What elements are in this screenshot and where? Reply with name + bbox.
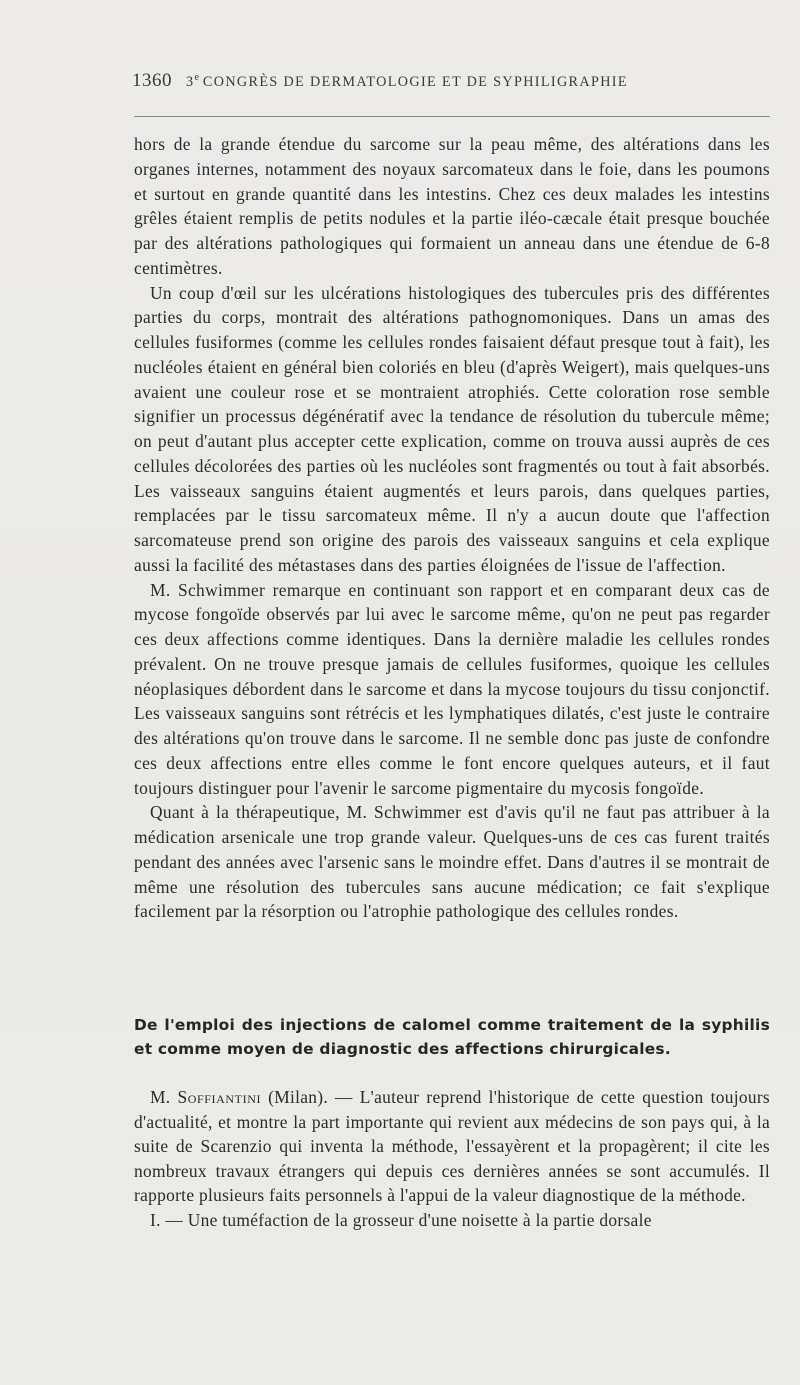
paragraph-histology: Un coup d'œil sur les ulcérations histologiques des tubercules pris des différentes parties du corps, montrait des altérations pathognomoniques. Dans un amas des cellules fusiformes (comme les cellules rondes faisaient défaut presque tout à fait), les nucléoles étaient en général bien coloriés en bleu (d'après Weigert), mais quelques-uns avaient une couleur rose et se montraient atrophiés. Cette coloration rose semble signifier un processus dégénératif avec la tendance de résolution du tubercule même; on peut d'autant plus accepter cette explication, comme on trouva aussi auprès de ces cellules décolorées des parties où les nucléoles sont fragmentés ou tout à fait absorbés. Les vaisseaux sanguins étaient augmentés et leurs parois, dans quelques parties, remplacées par le tissu sarcomateux même. Il n'y a aucun doute que l'affection sarcomateuse prend son origine des parois des vaisseaux sanguins et cela explique aussi la facilité des métastases dans des parties éloignées de l'issue de l'affection. — [134, 282, 770, 575]
congress-ordinal: 3 — [186, 74, 195, 90]
header-divider — [134, 116, 770, 117]
section2-text-block — [134, 1085, 770, 1233]
paragraph-continuation: hors de la grande étendue du sarcome sur la peau même, des altérations dans les organes internes, notamment des noyaux sarcomateux dans le foie, dans les poumons et surtout en grande quantité dans les intestins. Chez ces deux malades les intestins grêles étaient remplis de petits nodules et la partie iléo-cæcale était presque bouchée par des altérations pathologiques qui formaient un anneau dans une étendue de 6-8 centimètres. — [134, 134, 770, 278]
paragraph-case-one: I. — Une tuméfaction de la grosseur d'une noisette à la partie dorsale — [150, 1209, 652, 1230]
running-title — [186, 72, 628, 91]
running-title-text: CONGRÈS DE DERMATOLOGIE ET DE SYPHILIGRAPHIE — [202, 74, 628, 90]
author-name: Soffiantini — [177, 1087, 262, 1107]
paragraph-therapy: Quant à la thérapeutique, M. Schwimmer est d'avis qu'il ne faut pas attribuer à la médication arsenicale une trop grande valeur. Quelques-uns de ces cas furent traités pendant des années avec l'arsenic sans le moindre effet. Dans d'autres il se montrait de même une résolution des tubercules sans aucune médication; ce fait s'explique facilement par la résorption ou l'atrophie pathologique des cellules rondes. — [134, 802, 770, 922]
paragraph-mycosis-comparison: M. Schwimmer remarque en continuant son rapport et en comparant deux cas de mycose fongoïde observés par lui avec le sarcome même, qu'on ne peut pas regarder ces deux affections comme identiques. Dans la dernière maladie les cellules rondes prévalent. On ne trouve presque jamais de cellules fusiformes, quoique les cellules néoplasiques débordent dans le sarcome et dans la mycose toujours du tissu conjonctif. Les vaisseaux sanguins sont rétrécis et les lymphatiques dilatés, c'est juste le contraire des altérations qu'on trouve dans le sarcome. Il ne semble donc pas juste de confondre ces deux affections entre elles comme le font encore quelques auteurs, et il faut toujours distinguer pour l'avenir le sarcome pigmentaire du mycosis fongoïde. — [134, 579, 770, 798]
paragraph-soffiantini-text: (Milan). — L'auteur reprend l'historique de cette question toujours d'actualité, et montre la part importante qui revient aux médecins de son pays qui, à la suite de Scarenzio qui inventa la méthode, l'essayèrent et la propagèrent; il cite les nombreux travaux étrangers qui depuis ces dernières années se sont accumulés. Il rapporte plusieurs faits personnels à l'appui de la valeur diagnostique de la méthode. — [134, 1087, 770, 1206]
section-heading: De l'emploi des injections de calomel comme traitement de la syphilis et comme moyen de diagnostic des affections chirurgicales. — [134, 1016, 770, 1058]
paragraph-soffiantini — [134, 1085, 770, 1208]
page-number: 1360 — [132, 70, 172, 91]
running-header — [132, 70, 772, 100]
ordinal-suffix: e — [194, 72, 199, 83]
author-prefix: M. — [150, 1087, 171, 1107]
main-text-block — [134, 132, 770, 924]
